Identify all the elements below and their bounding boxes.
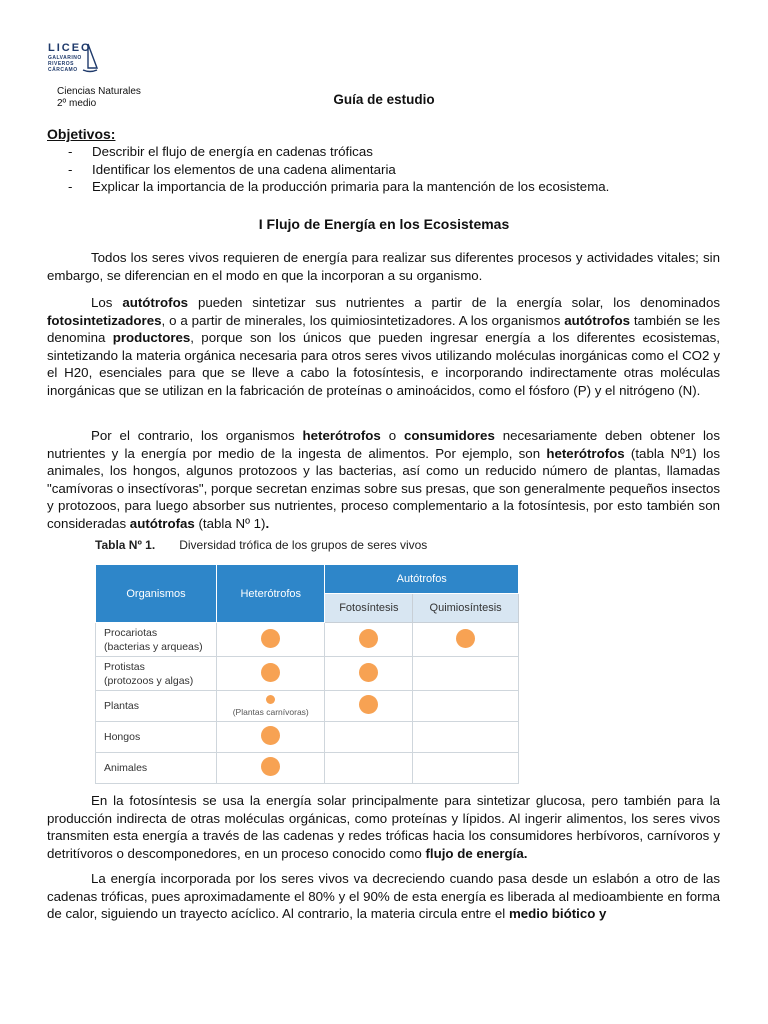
marker-dot <box>261 757 280 776</box>
organism-cell: Animales <box>96 753 217 784</box>
table-title: Diversidad trófica de los grupos de seres vivos <box>179 538 428 552</box>
sailboat-icon <box>82 42 98 74</box>
subject-label: Ciencias Naturales <box>57 86 141 97</box>
table-row <box>96 722 519 753</box>
logo-line-2: RIVEROS <box>48 61 75 67</box>
heterotroph-cell <box>217 623 325 657</box>
marker-dot <box>359 695 378 714</box>
table-row <box>96 623 519 657</box>
marker-dot <box>261 663 280 682</box>
objective-item: - Identificar los elementos de una cadena alimentaria <box>68 161 609 179</box>
chemosynthesis-cell <box>413 722 519 753</box>
chemosynthesis-cell <box>413 623 519 657</box>
organism-cell: Procariotas (bacterias y arqueas) <box>96 623 217 657</box>
objectives-list <box>68 143 609 196</box>
page-title: Guía de estudio <box>333 92 435 107</box>
table-row <box>96 657 519 691</box>
marker-dot <box>359 663 378 682</box>
trophic-table <box>95 564 519 784</box>
objective-item: - Describir el flujo de energía en cadenas tróficas <box>68 143 609 161</box>
header-heterotrophs: Heterótrofos <box>217 565 325 623</box>
logo-line-1: GALVARINO <box>48 55 82 61</box>
chemosynthesis-cell <box>413 691 519 722</box>
photosynthesis-cell <box>325 722 413 753</box>
carnivorous-plants-note: (Plantas carnívoras) <box>232 707 309 717</box>
objectives-title: Objetivos: <box>47 126 116 142</box>
photosynthesis-cell <box>325 691 413 722</box>
logo-line-3: CÁRCAMO <box>48 67 78 73</box>
objective-item: - Explicar la importancia de la producción primaria para la mantención de los ecosistema. <box>68 178 609 196</box>
marker-dot <box>261 726 280 745</box>
header-photosynthesis: Fotosíntesis <box>325 594 413 623</box>
heterotroph-cell <box>217 691 325 722</box>
organism-cell: Protistas (protozoos y algas) <box>96 657 217 691</box>
photosynthesis-cell <box>325 753 413 784</box>
logo-name: LICEO <box>48 42 92 54</box>
photosynthesis-cell <box>325 623 413 657</box>
table-number: Tabla Nº 1. <box>95 538 156 552</box>
photosynthesis-cell <box>325 657 413 691</box>
grade-label: 2º medio <box>57 98 97 109</box>
paragraph-intro: Todos los seres vivos requieren de energía para realizar sus diferentes procesos y actividades vitales; sin embargo, se diferencian en el modo en que la incorporan a su organismo. <box>47 250 720 283</box>
organism-cell: Hongos <box>96 722 217 753</box>
marker-dot <box>359 629 378 648</box>
table-caption <box>95 538 427 552</box>
marker-dot <box>456 629 475 648</box>
header-organisms: Organismos <box>96 565 217 623</box>
marker-dot-small <box>266 695 275 704</box>
paragraph-heterotrophs: Por el contrario, los organismos heterótrofos o consumidores necesariamente deben obtener los nutrientes y la energía por medio de la ingesta de alimentos. Por ejemplo, son heterótrofos (tabla Nº1) los animales, los hongos, algunos protozoos y las bacterias, así como un reducido número de plantas, llamadas "camívoras o insectívoras", porque secretan enzimas sobre sus presas, que son generalmente pequeños insectos y protozoos, para luego absorber sus nutrientes, proceso complementario a la fotosíntesis, por esto también son consideradas autótrofas (tabla Nº 1). <box>47 428 720 531</box>
chemosynthesis-cell <box>413 753 519 784</box>
section-title: I Flujo de Energía en los Ecosistemas <box>258 216 510 232</box>
marker-dot <box>261 629 280 648</box>
header-autotrophs: Autótrofos <box>325 565 519 594</box>
paragraph-photosynthesis: En la fotosíntesis se usa la energía solar principalmente para sintetizar glucosa, pero también para la producción indirecta de otras moléculas orgánicas, como proteínas y lípidos. Al ingerir alimentos, los seres vivos transmiten esta energía a través de las cadenas y redes tróficas hacia los consumidores herbívoros, carnívoros y detritívoros o descomponedores, en un proceso conocido como flujo de energía. <box>47 793 720 861</box>
table-row <box>96 753 519 784</box>
header-chemosynthesis: Quimiosíntesis <box>413 594 519 623</box>
heterotroph-cell <box>217 753 325 784</box>
heterotroph-cell <box>217 722 325 753</box>
chemosynthesis-cell <box>413 657 519 691</box>
heterotroph-cell <box>217 657 325 691</box>
paragraph-autotrophs: Los autótrofos pueden sintetizar sus nutrientes a partir de la energía solar, los denominados fotosintetizadores, o a partir de minerales, los quimiosintetizadores. A los organismos autótrofos también se les denomina productores, porque son los únicos que pueden ingresar energía a los diferentes ecosistemas, sintetizando la materia orgánica necesaria para otros seres vivos utilizando moléculas inorgánicas como el CO2 y el H20, esenciales para que se lleve a cabo la fotosíntesis, e incorporando indirectamente otras moléculas inorgánicas que se utilizan en la fabricación de proteínas o aminoácidos, como el fósforo (P) y el nitrógeno (N). <box>47 295 721 398</box>
school-logo <box>48 42 100 76</box>
organism-cell: Plantas <box>96 691 217 722</box>
table-row <box>96 691 519 722</box>
paragraph-energy-loss: La energía incorporada por los seres vivos va decreciendo cuando pasa desde un eslabón a otro de las cadenas tróficas, pues aproximadamente el 80% y el 90% de esta energía es liberada al medioambiente en forma de calor, siguiendo un trayecto acíclico. Al contrario, la materia circula entre el medio biótico y <box>47 871 720 921</box>
